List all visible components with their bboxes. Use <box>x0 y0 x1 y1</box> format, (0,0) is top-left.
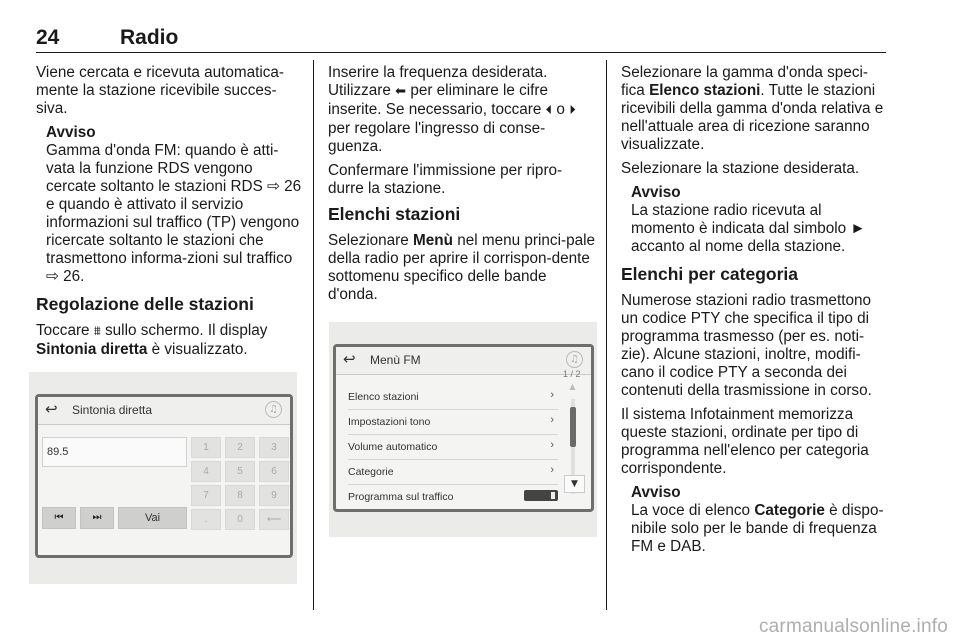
seek-forward-icon[interactable]: ⏭ <box>80 507 114 529</box>
text: Selezionare <box>328 232 409 249</box>
paragraph <box>328 64 596 156</box>
note-text: La stazione radio ricevuta al momento è indicata dal simbolo ► accanto al nome della stazione. <box>631 202 866 255</box>
text: è visualizzato. <box>151 341 248 358</box>
column-divider <box>606 60 607 610</box>
display-screen <box>35 394 293 558</box>
menu-item-label: Programma sul traffico <box>348 491 454 503</box>
chevron-right-icon: › <box>550 464 554 476</box>
scroll-up-icon[interactable]: ▲ <box>569 382 576 391</box>
display-screen <box>333 344 594 512</box>
watermark: carmanualsonline.info <box>758 616 948 637</box>
text: nel menu princi-pale della radio per aprire il corrispon-dente sottomenu specifico delle bande d'onda. <box>328 232 595 303</box>
header-rule <box>36 52 886 53</box>
section-title: Radio <box>120 26 179 49</box>
step-back-icon: ⏴ <box>545 103 553 118</box>
step-forward-icon: ⏵ <box>569 103 576 118</box>
text: per regolare l'ingresso di conse-guenza. <box>328 120 546 155</box>
seek-back-icon[interactable]: ⏮ <box>42 507 76 529</box>
column-3 <box>621 64 889 564</box>
text: è dispo-nibile solo per le bande di frequenza FM e DAB. <box>631 502 884 555</box>
bold-term: Sintonia diretta <box>36 341 148 358</box>
column-2 <box>328 64 596 310</box>
text: Toccare <box>36 322 90 339</box>
key-2[interactable]: 2 <box>225 437 255 458</box>
bold-term: Categorie <box>754 502 825 519</box>
note-heading: Avviso <box>631 184 681 201</box>
scroll-down-icon[interactable]: ▼ <box>564 475 585 493</box>
note-box <box>621 484 889 556</box>
paragraph <box>36 322 304 359</box>
paragraph: Il sistema Infotainment memorizza queste stazioni, ordinate per tipo di programma nell'elenco per categoria corrispondente. <box>621 406 869 477</box>
menu-item-categories[interactable] <box>348 460 558 485</box>
scrollbar-thumb[interactable] <box>570 407 576 447</box>
section-heading: Elenchi stazioni <box>328 204 461 224</box>
key-4[interactable]: 4 <box>191 461 221 482</box>
key-dot[interactable]: . <box>191 509 221 530</box>
text: per eliminare le cifre inserite. Se necessario, toccare <box>328 82 549 118</box>
backspace-key[interactable]: ⟵ <box>259 509 289 530</box>
back-arrow-icon: ⬅ <box>395 84 407 99</box>
bold-term: Elenco stazioni <box>649 82 761 99</box>
note-box <box>621 184 889 256</box>
screen-title: Sintonia diretta <box>72 403 153 417</box>
back-icon[interactable]: ↩ <box>45 400 58 418</box>
screenshot-direct-tuning <box>29 372 297 584</box>
screen-title-bar <box>336 347 591 375</box>
key-7[interactable]: 7 <box>191 485 221 506</box>
screen-title-bar <box>38 397 290 425</box>
back-icon[interactable]: ↩ <box>343 350 356 368</box>
key-1[interactable]: 1 <box>191 437 221 458</box>
key-3[interactable]: 3 <box>259 437 289 458</box>
tune-icon: ⩩ <box>93 324 101 339</box>
go-button[interactable]: Vai <box>118 507 187 529</box>
key-0[interactable]: 0 <box>225 509 255 530</box>
text: o <box>556 101 565 118</box>
note-text: Gamma d'onda FM: quando è atti-vata la funzione RDS vengono cercate soltanto le stazioni RDS ⇨ 26 e quando è attivato il servizio informazioni sul traffico (TP) vengono ricercate soltanto le stazioni che trasmettono informa-zioni sul traffico ⇨ 26. <box>46 142 302 285</box>
text: . Tutte le stazioni ricevibili della gamma d'onda relativa e nell'attuale area di ricezione saranno visualizzate. <box>621 82 884 153</box>
paragraph: Confermare l'immissione per ripro-durre la stazione. <box>328 162 563 197</box>
paragraph: Selezionare la stazione desiderata. <box>621 160 860 177</box>
menu-item-label: Impostazioni tono <box>348 416 431 428</box>
key-6[interactable]: 6 <box>259 461 289 482</box>
page-indicator: 1 / 2 <box>563 369 581 379</box>
paragraph <box>328 232 596 304</box>
note-text <box>631 502 889 556</box>
toggle-switch[interactable] <box>524 490 558 501</box>
text: La voce di elenco <box>631 502 751 519</box>
text: Inserire la frequenza desiderata. Utilizzare <box>328 64 548 99</box>
music-note-icon[interactable]: ♫ <box>265 401 282 418</box>
page-number: 24 <box>36 26 60 49</box>
menu-item-tone-settings[interactable] <box>348 410 558 435</box>
music-note-icon[interactable]: ♫ <box>566 351 583 368</box>
screenshot-fm-menu <box>329 322 597 537</box>
menu-item-auto-volume[interactable] <box>348 435 558 460</box>
chevron-right-icon: › <box>550 439 554 451</box>
screen-title: Menù FM <box>370 353 421 367</box>
menu-item-station-list[interactable] <box>348 385 558 410</box>
note-heading: Avviso <box>46 124 96 141</box>
section-heading: Elenchi per categoria <box>621 264 799 284</box>
text: sullo schermo. Il display <box>105 322 268 339</box>
paragraph: Viene cercata e ricevuta automatica-mente la stazione ricevibile succes-siva. <box>36 64 284 117</box>
key-5[interactable]: 5 <box>225 461 255 482</box>
paragraph <box>621 64 889 154</box>
menu-item-label: Categorie <box>348 466 394 478</box>
chevron-right-icon: › <box>550 389 554 401</box>
key-8[interactable]: 8 <box>225 485 255 506</box>
paragraph: Numerose stazioni radio trasmettono un codice PTY che specifica il tipo di programma trasmesso (per es. noti-zie). Alcune stazioni, inoltre, modifi-cano il codice PTY a seconda dei contenuti della trasmissione in corso. <box>621 292 872 399</box>
menu-item-label: Elenco stazioni <box>348 391 419 403</box>
note-heading: Avviso <box>631 484 681 501</box>
bold-term: Menù <box>413 232 453 249</box>
text: Selezionare la gamma d'onda speci-fica <box>621 64 868 99</box>
section-heading: Regolazione delle stazioni <box>36 294 254 314</box>
page-header <box>36 26 886 52</box>
key-9[interactable]: 9 <box>259 485 289 506</box>
menu-item-label: Volume automatico <box>348 441 438 453</box>
menu-item-traffic-program[interactable] <box>348 485 558 510</box>
note-box <box>36 124 304 286</box>
column-1 <box>36 64 304 365</box>
frequency-input[interactable]: 89.5 <box>42 437 187 467</box>
column-divider <box>313 60 314 610</box>
chevron-right-icon: › <box>550 414 554 426</box>
